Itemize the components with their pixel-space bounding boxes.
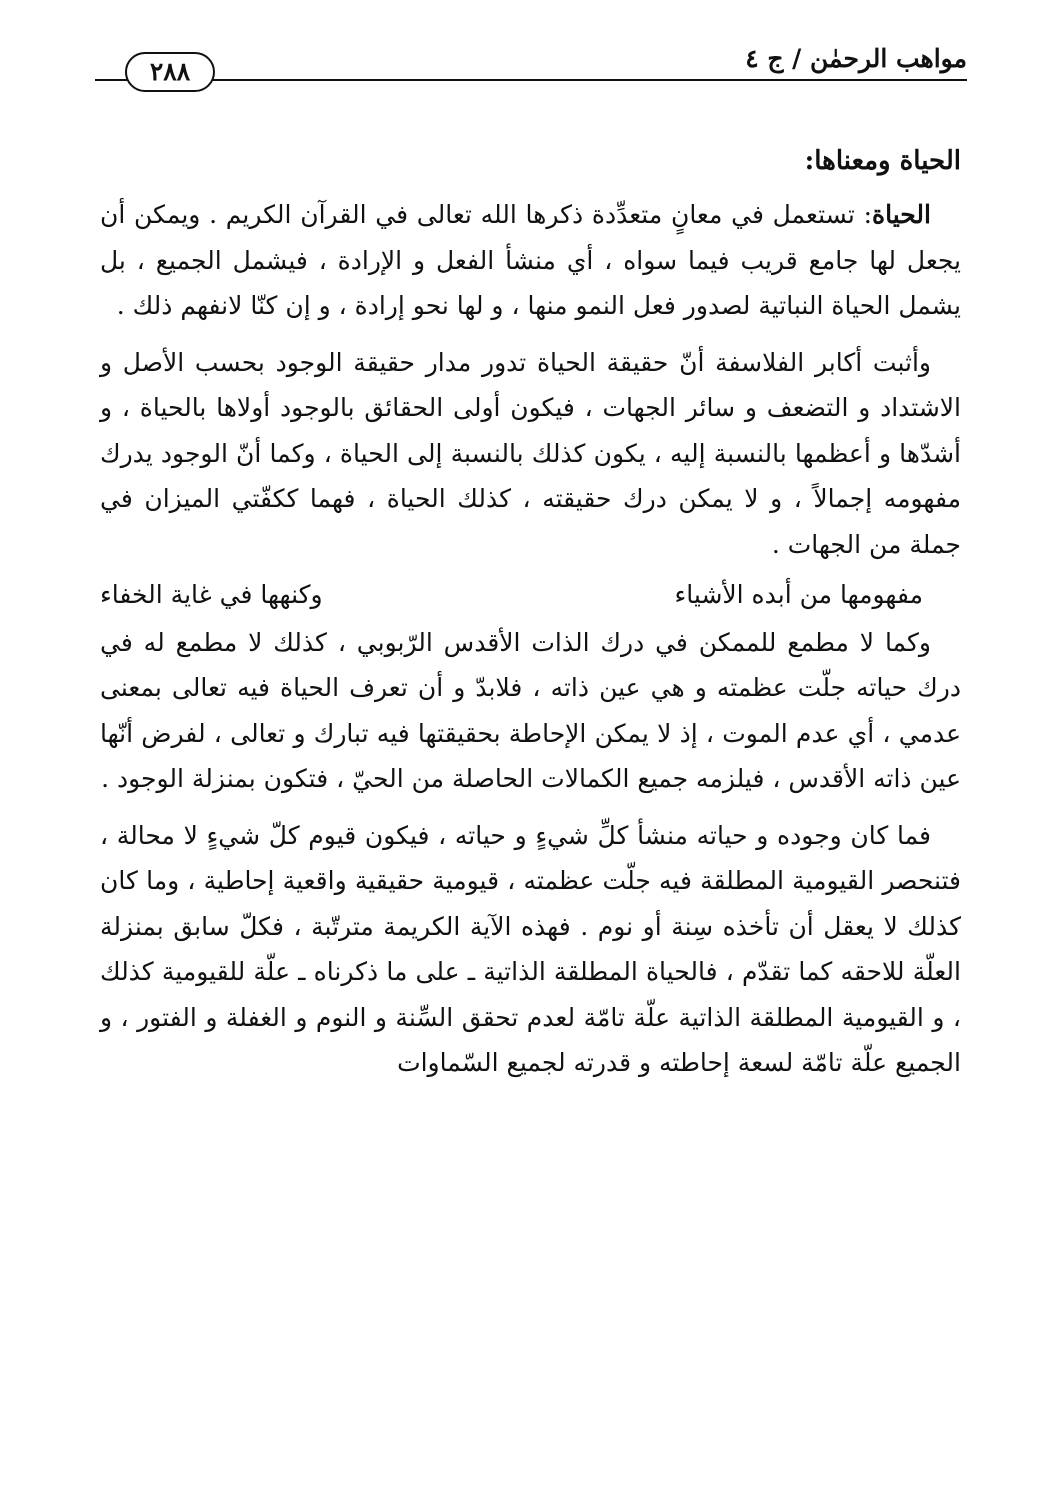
paragraph-divine-life: وكما لا مطمع للممكن في درك الذات الأقدس الرّبوبي ، كذلك لا مطمع له في درك حياته جلّت عظمته و هي عين ذاته ، فلابدّ و أن تعرف الحياة فيه تعالى بمعنى عدمي ، أي عدم الموت ، إذ لا يمكن الإحاطة بحقيقتها فيه تبارك و تعالى ، لفرض أنّها عين ذاته الأقدس ، فيلزمه جميع الكمالات الحاصلة من الحيّ ، فتكون بمنزلة الوجود . — [100, 627, 961, 793]
paragraph-definition-text: : تستعمل في معانٍ متعدِّدة ذكرها الله تعالى في القرآن الكريم . ويمكن أن يجعل لها جامع قريب فيما سواه ، أي منشأ الفعل و الإرادة ، فيشمل الجميع ، بل يشمل الحياة النباتية لصدور فعل النمو منها ، و لها نحو إرادة ، و إن كنّا لانفهم ذلك . — [100, 200, 961, 320]
paragraph-qayyumiyya: فما كان وجوده و حياته منشأ كلِّ شيءٍ و حياته ، فيكون قيوم كلّ شيءٍ لا محالة ، فتنحصر القيومية المطلقة فيه جلّت عظمته ، قيومية حقيقية واقعية إحاطية ، وما كان كذلك لا يعقل أن تأخذه سِنة أو نوم . فهذه الآية الكريمة مترتّبة ، فكلّ سابق بمنزلة العلّة للاحقه كما تقدّم ، فالحياة المطلقة الذاتية ـ على ما ذكرناه ـ علّة للقيومية كذلك ، و القيومية المطلقة الذاتية علّة تامّة لعدم تحقق السِّنة و النوم و الغفلة و الفتور ، و الجميع علّة تامّة لسعة إحاطته و قدرته لجميع السّماوات — [100, 820, 961, 1077]
verse-first-hemistich: مفهومها من أبده الأشياء — [674, 580, 923, 609]
page-number: ٢٨٨ — [125, 52, 215, 92]
paragraph-philosophers: وأثبت أكابر الفلاسفة أنّ حقيقة الحياة تدور مدار حقيقة الوجود بحسب الأصل و الاشتداد و التضعف و سائر الجهات ، فيكون أولى الحقائق بالوجود أولاها بالحياة ، و أشدّها و أعظمها بالنسبة إليه ، يكون كذلك بالنسبة إلى الحياة ، وكما أنّ الوجود يدرك مفهومه إجمالاً ، و لا يمكن درك حقيقته ، كذلك الحياة ، فهما ككفّتي الميزان في جملة من الجهات . — [100, 347, 961, 559]
poetry-verse — [100, 572, 961, 618]
defined-term: الحياة — [872, 200, 931, 229]
running-title: مواهب الرحمٰن / ج ٤ — [745, 44, 967, 73]
page-body — [100, 140, 961, 1097]
paragraph-definition — [100, 192, 961, 329]
header-rule — [95, 79, 967, 81]
section-title: الحياة ومعناها: — [804, 146, 961, 176]
page-header — [95, 40, 967, 90]
verse-second-hemistich: وكنهها في غاية الخفاء — [100, 580, 323, 609]
